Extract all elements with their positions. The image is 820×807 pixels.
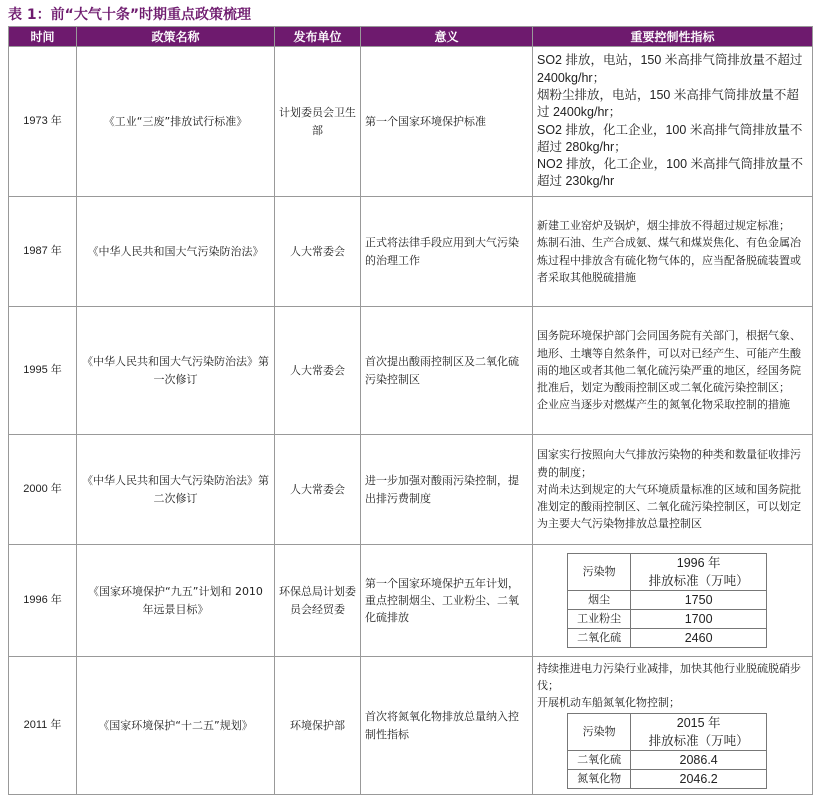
row-year: 1995 年 — [9, 307, 77, 435]
row-year: 2011 年 — [9, 657, 77, 795]
subtable-pollutant: 工业粉尘 — [568, 610, 631, 629]
policy-table — [8, 26, 813, 795]
row-year: 1973 年 — [9, 47, 77, 197]
subtable-row — [568, 770, 767, 789]
row-meaning: 首次将氮氧化物排放总量纳入控制性指标 — [361, 657, 533, 795]
indicator-line: 炼制石油、生产合成氨、煤气和煤炭焦化、有色金属冶炼过程中排放含有硫化物气体的，应当配备脱硫装置或者采取其他脱硫措施 — [537, 236, 801, 284]
subtable-pollutant: 二氧化硫 — [568, 629, 631, 648]
row-policy: 《中华人民共和国大气污染防治法》第二次修订 — [77, 435, 275, 545]
subtable-header-pollutant: 污染物 — [568, 714, 631, 751]
row-policy: 《国家环境保护“十二五”规划》 — [77, 657, 275, 795]
subtable-value: 2460 — [631, 629, 767, 648]
indicator-line: 烟粉尘排放，电站，150 米高排气筒排放量不超过 2400kg/hr； — [537, 87, 799, 120]
row-policy: 《中华人民共和国大气污染防治法》第一次修订 — [77, 307, 275, 435]
emission-subtable — [567, 713, 767, 789]
subtable-header-unit: 排放标准（万吨） — [648, 734, 749, 749]
header-row — [9, 27, 813, 47]
row-indicators — [533, 307, 813, 435]
row-issuer: 环境保护部 — [275, 657, 361, 795]
subtable-header-pollutant: 污染物 — [568, 554, 631, 591]
subtable-row — [568, 591, 767, 610]
row-meaning: 进一步加强对酸雨污染控制，提出排污费制度 — [361, 435, 533, 545]
subtable-row — [568, 629, 767, 648]
subtable-header-standard — [631, 714, 767, 751]
subtable-header-unit: 排放标准（万吨） — [648, 574, 749, 588]
row-issuer: 人大常委会 — [275, 435, 361, 545]
row-year: 1987 年 — [9, 197, 77, 307]
header-policy: 政策名称 — [77, 27, 275, 47]
row-indicators — [533, 47, 813, 197]
subtable-value: 1700 — [631, 610, 767, 629]
indicator-line: 国家实行按照向大气排放污染物的种类和数量征收排污费的制度； — [537, 448, 801, 479]
row-indicators — [533, 657, 813, 795]
subtable-value: 1750 — [631, 591, 767, 610]
row-policy: 《国家环境保护“九五”计划和 2010 年远景目标》 — [77, 545, 275, 657]
row-indicators — [533, 197, 813, 307]
header-time: 时间 — [9, 27, 77, 47]
row-year: 1996 年 — [9, 545, 77, 657]
subtable-header-year: 2015 年 — [676, 716, 721, 731]
row-policy: 《中华人民共和国大气污染防治法》 — [77, 197, 275, 307]
subtable-row — [568, 610, 767, 629]
table-row — [9, 197, 813, 307]
table-row — [9, 657, 813, 795]
indicator-line: 开展机动车船氮氧化物控制； — [537, 696, 680, 710]
row-indicators — [533, 545, 813, 657]
indicator-line: 新建工业窑炉及锅炉，烟尘排放不得超过规定标准； — [537, 218, 790, 232]
row-meaning: 正式将法律手段应用到大气污染的治理工作 — [361, 197, 533, 307]
row-meaning: 首次提出酸雨控制区及二氧化硫污染控制区 — [361, 307, 533, 435]
indicator-line: 持续推进电力污染行业减排，加快其他行业脱硫脱硝步伐； — [537, 661, 801, 692]
row-indicators — [533, 435, 813, 545]
header-issuer: 发布单位 — [275, 27, 361, 47]
subtable-value: 2086.4 — [631, 751, 767, 770]
indicator-line: 国务院环境保护部门会同国务院有关部门，根据气象、地形、土壤等自然条件，可以对已经产生、可能产生酸雨的地区或者其他二氧化硫污染严重的地区，经国务院批准后，划定为酸雨控制区或二氧化硫污染控制区； — [537, 329, 801, 395]
row-issuer: 环保总局计划委员会经贸委 — [275, 545, 361, 657]
row-issuer: 计划委员会卫生部 — [275, 47, 361, 197]
indicator-line: 对尚未达到规定的大气环境质量标准的区域和国务院批准划定的酸雨控制区、二氧化硫污染控制区，可以划定为主要大气污染物排放总量控制区 — [537, 482, 801, 531]
table-row — [9, 545, 813, 657]
subtable-row — [568, 751, 767, 770]
row-issuer: 人大常委会 — [275, 197, 361, 307]
indicator-line: NO2 排放，化工企业，100 米高排气筒排放量不超过 230kg/hr — [537, 157, 804, 189]
indicator-line: SO2 排放，化工企业，100 米高排气筒排放量不超过 280kg/hr； — [537, 122, 803, 154]
table-row — [9, 307, 813, 435]
emission-subtable — [567, 553, 767, 648]
subtable-pollutant: 烟尘 — [568, 591, 631, 610]
table-row — [9, 435, 813, 545]
subtable-pollutant: 二氧化硫 — [568, 751, 631, 770]
subtable-header-standard — [631, 554, 767, 591]
table-row — [9, 47, 813, 197]
subtable-header-year: 1996 年 — [676, 556, 721, 570]
indicator-line: 企业应当逐步对燃煤产生的氮氧化物采取控制的措施 — [537, 398, 790, 412]
row-policy: 《工业“三废”排放试行标准》 — [77, 47, 275, 197]
header-meaning: 意义 — [361, 27, 533, 47]
row-meaning: 第一个国家环境保护五年计划，重点控制烟尘、工业粉尘、二氧化硫排放 — [361, 545, 533, 657]
row-issuer: 人大常委会 — [275, 307, 361, 435]
row-year: 2000 年 — [9, 435, 77, 545]
indicator-line: SO2 排放，电站，150 米高排气筒排放量不超过 2400kg/hr； — [537, 53, 803, 85]
subtable-value: 2046.2 — [631, 770, 767, 789]
subtable-pollutant: 氮氧化物 — [568, 770, 631, 789]
row-meaning: 第一个国家环境保护标准 — [361, 47, 533, 197]
header-indicators: 重要控制性指标 — [533, 27, 813, 47]
table-title: 表 1：前“大气十条”时期重点政策梳理 — [8, 7, 252, 23]
